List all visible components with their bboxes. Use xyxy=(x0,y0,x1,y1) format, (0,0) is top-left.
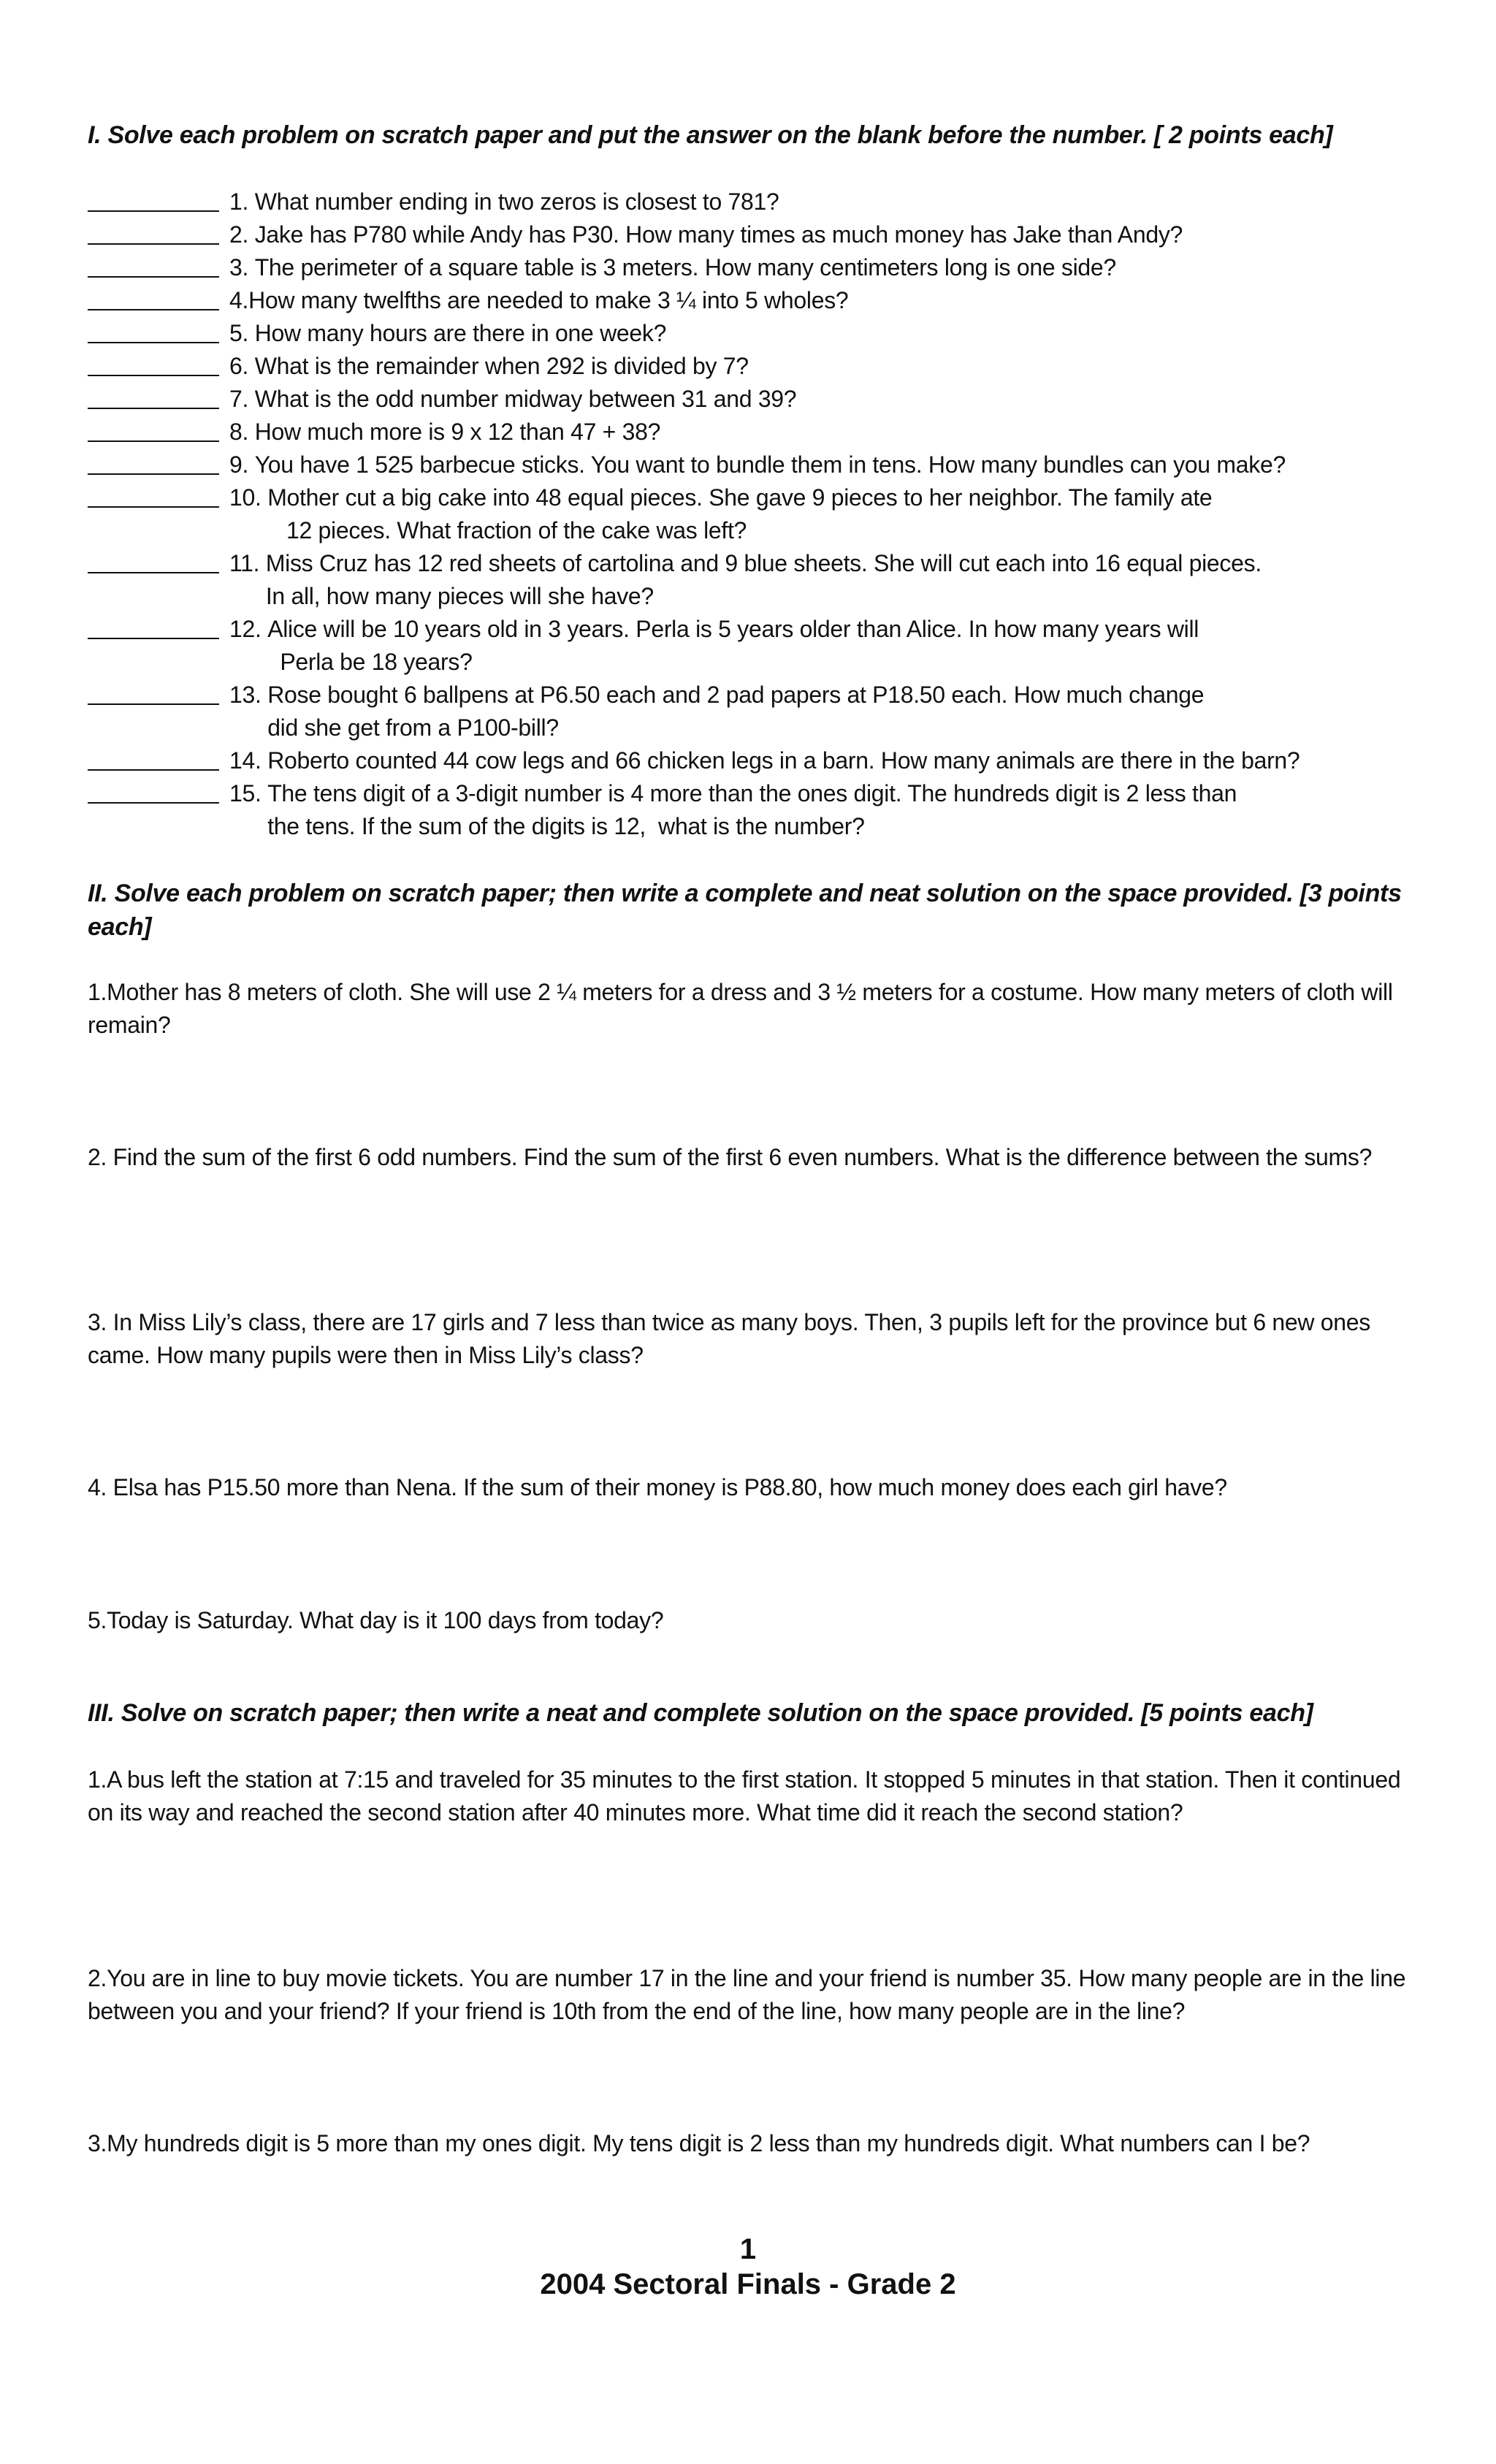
question-text xyxy=(255,383,1446,416)
question-text xyxy=(255,186,1446,218)
answer-blank-10[interactable] xyxy=(88,481,219,508)
section-2-problem-1: 1.Mother has 8 meters of cloth. She will use 2 ¼ meters for a dress and 3 ½ meters for a costume. How many meters of cloth will remain? xyxy=(88,979,1393,1038)
question-number: 8. xyxy=(229,419,255,445)
question-line: How many hours are there in one week? xyxy=(254,320,667,346)
question-line: Miss Cruz has 12 red sheets of cartolina and 9 blue sheets. She will cut each into 16 equal pieces. xyxy=(265,550,1262,576)
question-text xyxy=(267,744,1446,777)
page-number: 1 xyxy=(739,2233,757,2265)
question-number: 9. xyxy=(229,451,255,478)
question-row-14 xyxy=(88,744,1446,777)
question-number: 14. xyxy=(229,747,268,774)
question-line: Mother cut a big cake into 48 equal pieces. She gave 9 pieces to her neighbor. The family ate xyxy=(267,484,1213,511)
answer-blank-15[interactable] xyxy=(88,777,219,804)
answer-blank-6[interactable] xyxy=(88,350,219,376)
question-number: 3. xyxy=(229,254,255,281)
question-row-8 xyxy=(88,416,1446,449)
question-number: 13. xyxy=(229,682,268,708)
question-line: What is the odd number midway between 31 and 39? xyxy=(254,386,797,412)
question-line: Jake has P780 while Andy has P30. How many times as much money has Jake than Andy? xyxy=(254,221,1183,248)
question-text xyxy=(267,481,1446,547)
question-number: 2. xyxy=(229,221,255,248)
answer-blank-8[interactable] xyxy=(88,416,219,442)
question-row-3 xyxy=(88,251,1446,284)
question-text xyxy=(255,350,1446,383)
question-row-9 xyxy=(88,449,1446,481)
answer-blank-14[interactable] xyxy=(88,744,219,771)
question-continuation-line: Perla be 18 years? xyxy=(267,649,473,675)
question-text xyxy=(248,284,1446,317)
section-3-problem-2: 2.You are in line to buy movie tickets. You are number 17 in the line and your friend is number 35. How many people are in the line between you and your friend? If your friend is 10th from the end of the line, how many people are in the line? xyxy=(88,1965,1406,2024)
question-row-5 xyxy=(88,317,1446,350)
answer-blank-12[interactable] xyxy=(88,613,219,639)
question-line: Alice will be 10 years old in 3 years. Perla is 5 years older than Alice. In how many years will xyxy=(267,616,1199,642)
question-text xyxy=(255,251,1446,284)
answer-blank-5[interactable] xyxy=(88,317,219,343)
section-1-question-list xyxy=(88,186,1446,843)
question-row-11 xyxy=(88,547,1446,613)
answer-blank-9[interactable] xyxy=(88,449,219,475)
question-text xyxy=(255,416,1446,449)
question-text xyxy=(266,547,1446,613)
section-3-problem-3: 3.My hundreds digit is 5 more than my ones digit. My tens digit is 2 less than my hundreds digit. What numbers can I be? xyxy=(88,2130,1310,2156)
question-number: 10. xyxy=(229,484,268,511)
answer-blank-7[interactable] xyxy=(88,383,219,409)
question-line: The perimeter of a square table is 3 meters. How many centimeters long is one side? xyxy=(254,254,1116,281)
question-line: How much more is 9 x 12 than 47 + 38? xyxy=(254,419,661,445)
question-continuation-line: did she get from a P100-bill? xyxy=(267,714,559,741)
question-row-13 xyxy=(88,679,1446,744)
answer-blank-11[interactable] xyxy=(88,547,219,573)
answer-blank-4[interactable] xyxy=(88,284,219,310)
question-row-10 xyxy=(88,481,1446,547)
question-line: How many twelfths are needed to make 3 ¼ into 5 wholes? xyxy=(248,287,849,313)
section-3-problem-1: 1.A bus left the station at 7:15 and traveled for 35 minutes to the first station. It stopped 5 minutes in that station. Then it continued on its way and reached the second station after 40 minutes more. What time did it reach the second station? xyxy=(88,1766,1401,1826)
question-line: Roberto counted 44 cow legs and 66 chicken legs in a barn. How many animals are there in the barn? xyxy=(267,747,1300,774)
question-continuation-line: the tens. If the sum of the digits is 12, what is the number? xyxy=(267,813,865,839)
question-text xyxy=(255,317,1446,350)
question-number: 15. xyxy=(229,780,268,806)
section-2-problem-3: 3. In Miss Lily’s class, there are 17 girls and 7 less than twice as many boys. Then, 3 pupils left for the province but 6 new ones came. How many pupils were then in Miss Lily’s class? xyxy=(88,1309,1370,1368)
question-number: 6. xyxy=(229,353,255,379)
question-row-1 xyxy=(88,186,1446,218)
section-1-heading: I. Solve each problem on scratch paper and put the answer on the blank before the number. [ 2 points each] xyxy=(88,121,1333,149)
question-number: 12. xyxy=(229,616,268,642)
question-text xyxy=(267,777,1446,843)
question-number: 11. xyxy=(229,550,266,576)
question-row-15 xyxy=(88,777,1446,843)
question-number: 5. xyxy=(229,320,255,346)
section-2-problem-4: 4. Elsa has P15.50 more than Nena. If the sum of their money is P88.80, how much money does each girl have? xyxy=(88,1474,1227,1500)
section-2-heading: II. Solve each problem on scratch paper; then write a complete and neat solution on the space provided. [3 points each] xyxy=(88,880,1402,941)
question-number: 7. xyxy=(229,386,255,412)
document-title: 2004 Sectoral Finals - Grade 2 xyxy=(540,2268,956,2300)
answer-blank-3[interactable] xyxy=(88,251,219,278)
question-row-4 xyxy=(88,284,1446,317)
question-row-2 xyxy=(88,218,1446,251)
question-text xyxy=(267,679,1446,744)
section-2-problem-2: 2. Find the sum of the first 6 odd numbers. Find the sum of the first 6 even numbers. What is the difference between the sums? xyxy=(88,1144,1373,1170)
section-2-problem-5: 5.Today is Saturday. What day is it 100 days from today? xyxy=(88,1607,664,1633)
question-line: You have 1 525 barbecue sticks. You want to bundle them in tens. How many bundles can you make? xyxy=(254,451,1286,478)
answer-blank-1[interactable] xyxy=(88,186,219,212)
question-line: What number ending in two zeros is closest to 781? xyxy=(254,188,779,215)
question-line: Rose bought 6 ballpens at P6.50 each and 2 pad papers at P18.50 each. How much change xyxy=(267,682,1205,708)
question-text xyxy=(267,613,1446,679)
question-text xyxy=(255,449,1446,481)
question-row-6 xyxy=(88,350,1446,383)
question-continuation-line: 12 pieces. What fraction of the cake was left? xyxy=(267,517,747,543)
section-3-heading: III. Solve on scratch paper; then write a neat and complete solution on the space provided. [5 points each] xyxy=(88,1699,1313,1727)
question-row-7 xyxy=(88,383,1446,416)
question-number: 1. xyxy=(229,188,255,215)
question-text xyxy=(255,218,1446,251)
question-line: The tens digit of a 3-digit number is 4 more than the ones digit. The hundreds digit is 2 less than xyxy=(267,780,1237,806)
question-number: 4. xyxy=(229,287,249,313)
question-continuation-line: In all, how many pieces will she have? xyxy=(265,583,654,609)
question-row-12 xyxy=(88,613,1446,679)
question-line: What is the remainder when 292 is divided by 7? xyxy=(254,353,749,379)
answer-blank-2[interactable] xyxy=(88,218,219,245)
answer-blank-13[interactable] xyxy=(88,679,219,705)
